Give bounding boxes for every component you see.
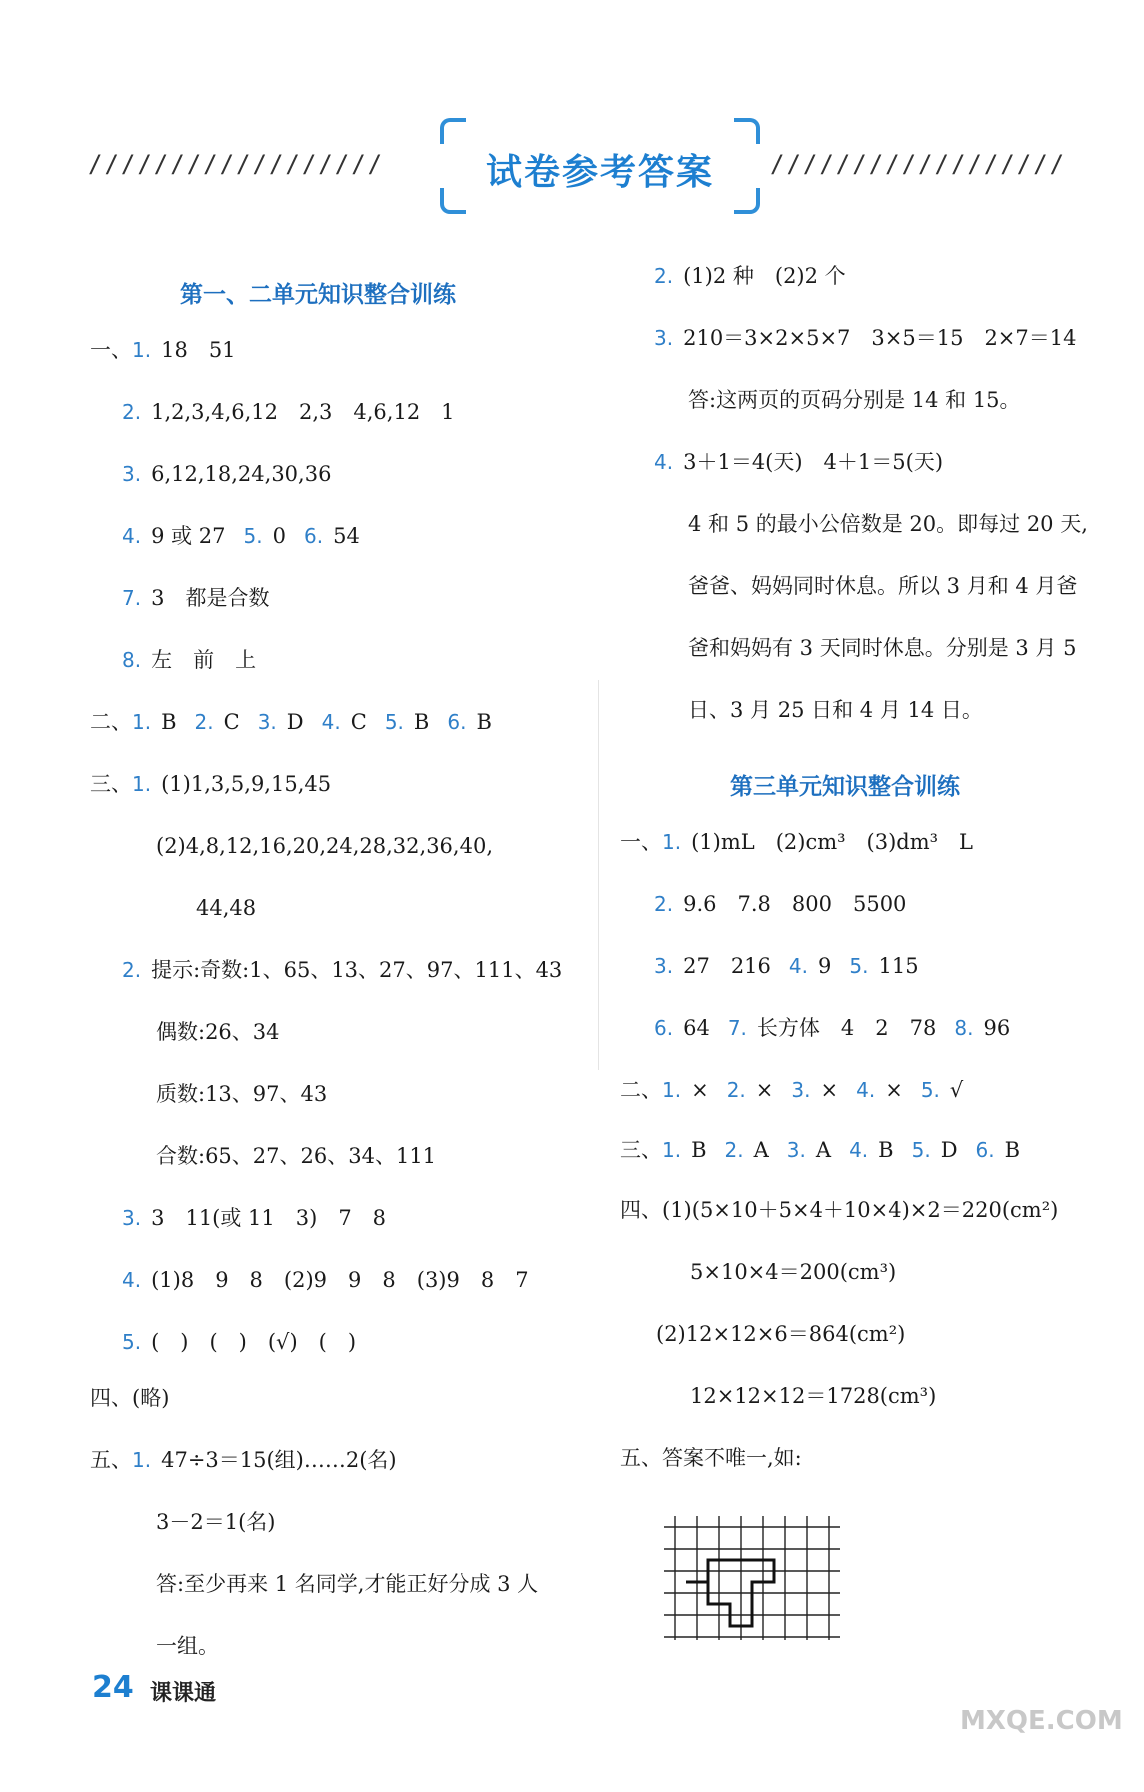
answer-line [688,576,1077,597]
question-part-marker: 五、 [620,1446,662,1470]
answer-text: B [413,710,430,734]
question-number: 5. [243,524,263,548]
question-part-marker: 五、 [90,1448,132,1472]
question-number: 1. [662,830,682,854]
answer-text: 0 [272,524,286,548]
answer-text: 长方体 4 2 78 [756,1016,937,1040]
question-part-marker: 三、 [90,772,132,796]
answer-text: 3 都是合数 [151,586,270,610]
answer-line [196,898,256,919]
answer-text: D [286,710,304,734]
question-number: 2. [122,958,142,982]
answer-line [156,1146,436,1167]
question-number: 8. [122,648,142,672]
question-number: 2. [122,400,142,424]
answer-text: 3＋1＝4(天) 4＋1＝5(天) [683,450,944,474]
answer-line [122,588,269,609]
answer-text: 3 11(或 11 3) 7 8 [151,1206,387,1230]
answer-text: B [1004,1138,1021,1162]
answer-text: 3－2＝1(名) [156,1510,276,1534]
question-number: 1. [132,1448,152,1472]
answer-line [688,390,1021,411]
watermark: MXQE.COM [960,1706,1123,1736]
question-number: 2. [194,710,214,734]
answer-text: B [476,710,492,734]
hatch-left: ////////////////// [88,150,385,178]
question-number: 2. [724,1138,744,1162]
answer-text: D [940,1138,958,1162]
answer-line [90,1450,397,1471]
answer-line [156,1022,280,1043]
question-number: 1. [132,338,152,362]
grid-answer-figure [664,1516,840,1640]
answer-line [90,1388,169,1409]
answer-text: C [223,710,240,734]
answer-text: 质数:13、97、43 [156,1082,328,1106]
answer-text: 偶数:26、34 [156,1020,280,1044]
answer-line [690,1262,896,1283]
answer-line [156,1574,538,1595]
answer-text: 6,12,18,24,30,36 [151,462,332,486]
answer-line [90,774,331,795]
question-part-marker: 二、 [90,710,132,734]
question-part-marker: 二、 [620,1078,662,1102]
answer-text: 一组。 [156,1634,219,1658]
answer-line [156,1512,275,1533]
answer-line [620,1200,1058,1221]
question-number: 2. [654,892,674,916]
question-number: 4. [321,710,341,734]
answer-text: 210＝3×2×5×7 3×5＝15 2×7＝14 [683,326,1077,350]
title-box [440,118,760,214]
question-part-marker: 一、 [90,338,132,362]
answer-text: 合数:65、27、26、34、111 [156,1144,437,1168]
answer-text: 96 [983,1016,1011,1040]
answer-line [620,832,973,853]
question-number: 1. [662,1078,682,1102]
answer-line [620,1080,963,1101]
answer-text: (略) [132,1386,170,1410]
answer-text: (2)12×12×6＝864(cm²) [656,1322,906,1346]
answer-line [654,266,846,287]
column-divider [598,680,599,1070]
question-number: 3. [654,954,674,978]
question-number: 1. [132,710,152,734]
book-label: 课课通 [150,1681,217,1706]
answer-text: × [885,1078,903,1102]
answer-text: 44,48 [196,896,257,920]
answer-text: 12×12×12＝1728(cm³) [690,1384,937,1408]
section-title-units-1-2: 第一、二单元知识整合训练 [180,282,456,308]
question-number: 4. [788,954,808,978]
answer-line [122,960,562,981]
answer-line [90,712,492,733]
answer-line [688,700,983,721]
answer-text: B [691,1138,707,1162]
answer-line [620,1140,1020,1161]
answer-text: 54 [333,524,360,548]
question-number: 8. [954,1016,974,1040]
answer-text: (1)2 种 (2)2 个 [683,264,846,288]
answer-text: × [820,1078,839,1102]
answer-line [688,514,1088,535]
answer-text: 18 51 [161,338,236,362]
question-number: 2. [726,1078,746,1102]
answer-text: (1)1,3,5,9,15,45 [161,772,332,796]
question-number: 7. [122,586,142,610]
bracket-corner [734,118,760,144]
answer-line [122,1270,529,1291]
question-number: 4. [856,1078,876,1102]
answer-text: × [755,1078,774,1102]
question-number: 5. [384,710,404,734]
answer-text: 9 [818,954,832,978]
question-number: 5. [911,1138,931,1162]
answer-text: 提示:奇数:1、65、13、27、97、111、43 [151,958,563,982]
answer-text: A [815,1138,832,1162]
question-number: 3. [122,462,142,486]
answer-line [122,464,331,485]
answer-text: (1)mL (2)cm³ (3)dm³ L [691,830,974,854]
answer-text: 答:至少再来 1 名同学,才能正好分成 3 人 [156,1572,539,1596]
question-number: 3. [786,1138,806,1162]
answer-line [690,1386,936,1407]
answer-text: (1)8 9 8 (2)9 9 8 (3)9 8 7 [151,1268,529,1292]
question-number: 1. [132,772,152,796]
answer-line [654,328,1077,349]
answer-line [620,1448,802,1469]
answer-text: 答:这两页的页码分别是 14 和 15。 [688,388,1021,412]
answer-text: B [878,1138,894,1162]
answer-line [654,956,919,977]
question-number: 1. [662,1138,682,1162]
answer-line [654,894,906,915]
question-number: 6. [975,1138,995,1162]
question-part-marker: 一、 [620,830,662,854]
answer-text: 115 [878,954,919,978]
question-number: 4. [654,450,674,474]
question-number: 5. [849,954,869,978]
question-number: 4. [122,524,142,548]
question-number: 5. [122,1330,142,1354]
answer-text: 1,2,3,4,6,12 2,3 4,6,12 1 [151,400,455,424]
question-part-marker: 四、 [620,1198,662,1222]
answer-text: 爸爸、妈妈同时休息。所以 3 月和 4 月爸 [688,574,1078,598]
answer-line [156,1636,219,1657]
answer-line [122,1208,386,1229]
answer-text: 64 [683,1016,710,1040]
question-number: 3. [122,1206,142,1230]
answer-text: (1)(5×10＋5×4＋10×4)×2＝220(cm²) [662,1198,1059,1222]
answer-text: 日、3 月 25 日和 4 月 14 日。 [688,698,983,722]
answer-line [156,1084,327,1105]
answer-text: 5×10×4＝200(cm³) [690,1260,897,1284]
answer-text: ( ) ( ) (√) ( ) [151,1330,357,1354]
question-number: 6. [304,524,324,548]
question-number: 7. [727,1016,747,1040]
answer-text: 27 216 [683,954,771,978]
answer-line [122,1332,356,1353]
page-title: 试卷参考答案 [485,152,714,193]
question-part-marker: 四、 [90,1386,132,1410]
question-number: 5. [920,1078,940,1102]
answer-text: (2)4,8,12,16,20,24,28,32,36,40, [156,834,493,858]
answer-line [156,836,493,857]
answer-line [656,1324,905,1345]
answer-text: 爸和妈妈有 3 天同时休息。分别是 3 月 5 [688,636,1077,660]
question-number: 2. [654,264,674,288]
question-number: 4. [849,1138,869,1162]
section-title-unit-3: 第三单元知识整合训练 [730,774,960,800]
answer-text: 9 或 27 [151,524,226,548]
question-number: 3. [791,1078,811,1102]
answer-text: C [350,710,367,734]
answer-text: 47÷3＝15(组)……2(名) [161,1448,397,1472]
answer-text: 左 前 上 [151,648,257,672]
question-part-marker: 三、 [620,1138,662,1162]
answer-text: × [691,1078,709,1102]
answer-text: 9.6 7.8 800 5500 [683,892,907,916]
question-number: 6. [654,1016,674,1040]
answer-text: A [753,1138,769,1162]
question-number: 4. [122,1268,142,1292]
hatch-right: ////////////////// [770,150,1067,178]
question-number: 6. [447,710,467,734]
answer-line [90,340,236,361]
answer-line [654,1018,1010,1039]
question-number: 3. [257,710,277,734]
answer-line [122,650,256,671]
page-number: 24 [92,1670,134,1705]
answer-text: 4 和 5 的最小公倍数是 20。即每过 20 天, [688,512,1088,536]
answer-line [688,638,1076,659]
answer-line [122,526,360,547]
answer-text: 答案不唯一,如: [662,1446,802,1470]
answer-line [654,452,943,473]
question-number: 3. [654,326,674,350]
answer-text: √ [949,1078,964,1102]
answer-text: B [161,710,177,734]
bracket-corner [440,118,466,144]
answer-line [122,402,455,423]
